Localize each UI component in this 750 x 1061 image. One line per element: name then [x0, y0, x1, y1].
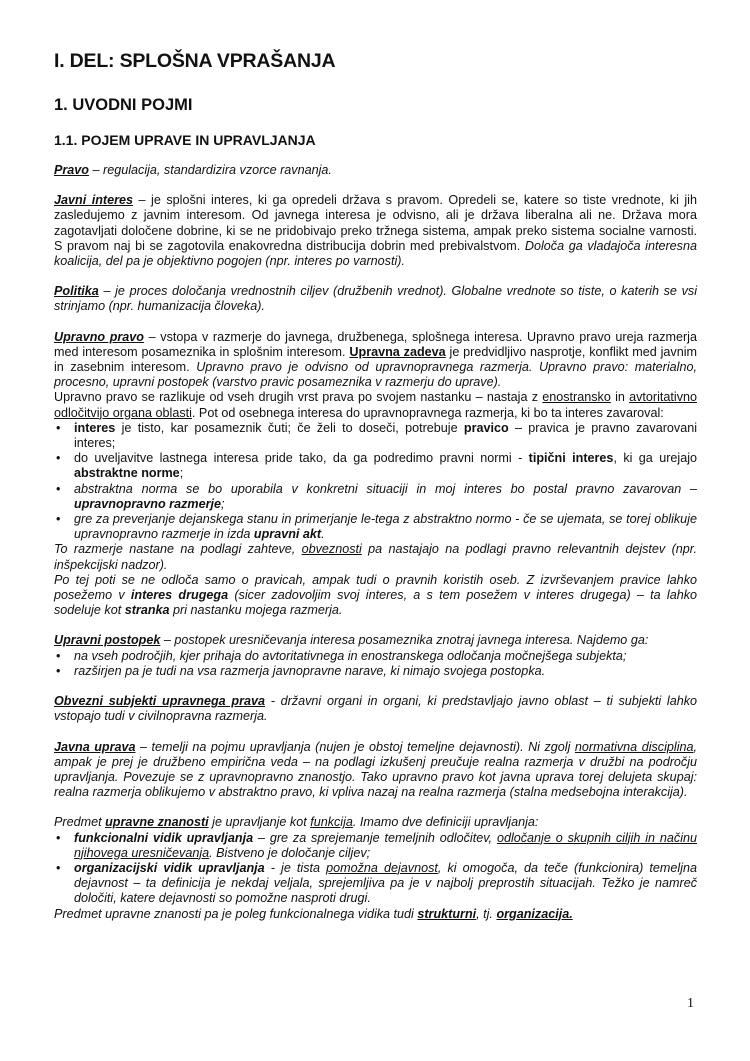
term-upravno-pravo: Upravno pravo: [54, 329, 145, 344]
list-item: • gre za preverjanje dejanskega stanu in primerjanje le-tega z abstraktno normo - če se ujemata, se torej oblikuje upravnopravno razmerje in izda upravni akt.: [54, 512, 697, 542]
list-item: • abstraktna norma se bo uporabila v konkretni situaciji in moj interes bo postal pravno zavarovan – upravnopravno razmerje;: [54, 482, 697, 512]
section-title: 1.1. POJEM UPRAVE IN UPRAVLJANJA: [54, 132, 316, 148]
chapter-title: 1. UVODNI POJMI: [54, 96, 193, 114]
pravne-koristi: Po tej poti se ne odloča samo o pravicah, ampak tudi o pravnih koristih oseb. Z izvrševanjem pravice lahko posežemo v interes drugega (sicer zadovoljim svoj interes, a s tem posežem v interes drugega) – ta lahko sodeluje kot stranka pri nastanku mojega razmerja.: [54, 572, 697, 618]
term-upravna-zadeva: Upravna zadeva: [349, 344, 446, 359]
definition-politika: Politika – je proces določanja vrednostnih ciljev (družbenih vrednot). Globalne vrednote so tiste, o katerih se vsi strinjamo (npr. humanizacija človeka).: [54, 284, 697, 314]
upravno-pravo-nastanek: Upravno pravo se razlikuje od vseh drugih vrst prava po svojem nastanku – nastaja z enostransko in avtoritativno odločitvijo organa oblasti. Pot od osebnega interesa do upravnopravnega razmerja, ki bo ta interes zavaroval:: [54, 390, 697, 420]
definition-obvezni-subjekti: Obvezni subjekti upravnega prava - državni organi in organi, ki predstavljajo javno oblast – ti subjekti lahko vstopajo tudi v civilnopravna razmerja.: [54, 694, 697, 724]
predmet-upravne-znanosti: Predmet upravne znanosti je upravljanje kot funkcija. Imamo dve definiciji upravljanja:: [54, 815, 539, 830]
definition-upravno-pravo: Upravno pravo – vstopa v razmerje do javnega, družbenega, splošnega interesa. Upravno pravo ureja razmerja med interesom posameznika in splošnim interesom. Upravna zadeva je predvidljivo nasprotje, konflikt med javnim in zasebnim interesom. Upravno pravo je odvisno od upravnopravnega razmerja. Upravno pravo: materialno, procesno, upravni postopek (varstvo pravic posameznika v razmerju do uprave).: [54, 329, 697, 390]
definition-pravo: Pravo – regulacija, standardizira vzorce ravnanja.: [54, 163, 332, 177]
document-page: [54, 50, 697, 922]
predmet-zakljucek: Predmet upravne znanosti pa je poleg funkcionalnega vidika tudi strukturni, tj. organizacija.: [54, 906, 573, 921]
definition-javni-interes: Javni interes – je splošni interes, ki ga opredeli država s pravom. Opredeli se, katere so tiste vrednote, ki jih zasledujemo z javnim interesom. Od javnega interesa je odvisno, ali je država liberalna ali ne. Država mora zagotavljati določene dobrine, ki se ne pridobivajo preko tržnega sistema, ampak preko sistema socialne varnosti. S pravom naj bi se zagotovila enakovredna distribucija dobrin med prebivalstvom. Določa ga vladajoča interesna koalicija, del pa je objektivno pogojen (npr. interes po varnosti).: [54, 193, 697, 269]
list-item: • organizacijski vidik upravljanja - je tista pomožna dejavnost, ki omogoča, da teče (funkcionira) temeljna dejavnost – ta definicija je nekdaj veljala, sprejemljiva pa je v najbolj preprostih situacijah. Težko je namreč določiti, katere dejavnosti so pomožne nasproti drugi.: [54, 861, 697, 907]
list-item: • interes je tisto, kar posameznik čuti; če želi to doseči, potrebuje pravico – pravica je pravno zavarovani interes;: [54, 421, 697, 451]
razmerje-nastanek: To razmerje nastane na podlagi zahteve, obveznosti pa nastajajo na podlagi pravno relevantnih dejstev (npr. inšpekcijski nadzor).: [54, 542, 697, 572]
page-number: 1: [687, 996, 694, 1011]
upravni-postopek-list: [54, 649, 697, 679]
predmet-list: [54, 831, 697, 907]
upravno-pravo-list: [54, 421, 697, 543]
list-item: • do uveljavitve lastnega interesa pride tako, da ga podredimo pravni normi - tipični interes, ki ga urejajo abstraktne norme;: [54, 451, 697, 481]
list-item: • na vseh področjih, kjer prihaja do avtoritativnega in enostranskega odločanja močnejšega subjekta;: [54, 649, 697, 664]
term-politika: Politika: [54, 284, 99, 299]
term-upravni-postopek: Upravni postopek: [54, 633, 161, 648]
definition-upravni-postopek: Upravni postopek – postopek uresničevanja interesa posameznika znotraj javnega interesa. Najdemo ga:: [54, 633, 649, 648]
term-javni-interes: Javni interes: [54, 193, 134, 208]
list-item: • funkcionalni vidik upravljanja – gre za sprejemanje temeljnih odločitev, odločanje o skupnih ciljih in načinu njihovega uresničevanja. Bistveno je določanje ciljev;: [54, 831, 697, 861]
term-pravo: Pravo: [54, 163, 90, 177]
definition-javna-uprava: Javna uprava – temelji na pojmu upravljanja (nujen je obstoj temeljne dejavnosti). Ni zgolj normativna disciplina, ampak je prej je družbeno empirična veda – na podlagi izkušenj preučuje realna razmerja v družbi na področju upravljanja. Povezuje se z upravnopravno znanostjo. Tako upravno pravo kot javna uprava torej delujeta skupaj: realna razmerja oblikujemo v abstraktno pravo, ki vpliva nazaj na realna razmerja (stalna medsebojna interakcija).: [54, 739, 697, 800]
list-item: • razširjen pa je tudi na vsa razmerja javnopravne narave, ki nimajo svojega postopka.: [54, 664, 697, 679]
term-obvezni-subjekti: Obvezni subjekti upravnega prava: [54, 694, 266, 709]
term-javna-uprava: Javna uprava: [54, 739, 136, 754]
part-title: I. DEL: SPLOŠNA VPRAŠANJA: [54, 50, 336, 72]
